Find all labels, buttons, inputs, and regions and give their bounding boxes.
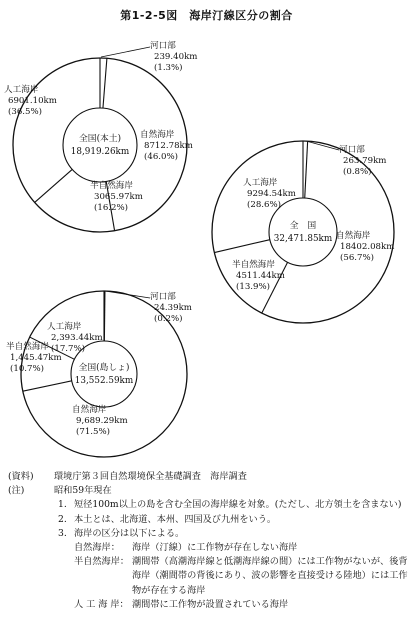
note-row xyxy=(8,484,408,498)
pie-center-total: 18,919.26km xyxy=(70,147,130,157)
semi-natural-coast-percent-label: (13.9%) xyxy=(236,282,271,292)
semi-natural-coast-label: 半自然海岸 xyxy=(6,342,49,352)
slice-boundary xyxy=(305,141,308,198)
notes-section xyxy=(8,470,408,612)
natural-coast-label: 自然海岸 xyxy=(72,405,107,415)
estuary-percent-label: (1.3%) xyxy=(154,63,183,73)
note-item: 1. 短径100m以上の島を含む全国の海岸線を対象。(ただし、北方領土を含まない) xyxy=(58,499,402,511)
source-row xyxy=(8,470,408,484)
natural-coast-percent-label: (46.0%) xyxy=(144,152,179,162)
note-key: (注) xyxy=(8,485,25,497)
estuary-percent-label: (0.8%) xyxy=(343,167,372,177)
semi-natural-coast-value-label: 1,445.47km xyxy=(10,353,62,363)
source-text: 環境庁第３回自然環境保全基礎調査 海岸調査 xyxy=(54,471,247,482)
estuary-leader-line xyxy=(101,47,150,57)
artificial-coast-value-label: 9294.54km xyxy=(247,189,296,199)
estuary-label: 河口部 xyxy=(339,145,365,155)
slice-boundary xyxy=(23,381,72,391)
note-date: 昭和59年現在 xyxy=(54,485,112,497)
pie-center-total: 32,471.85km xyxy=(273,234,333,244)
source-key: (資料) xyxy=(8,471,34,482)
estuary-value-label: 239.40km xyxy=(154,52,198,62)
natural-coast-label: 自然海岸 xyxy=(336,231,371,241)
estuary-leader-line xyxy=(105,291,150,298)
semi-natural-coast-label: 半自然海岸 xyxy=(90,181,133,191)
pie-center-total: 13,552.59km xyxy=(74,376,134,386)
figure-title: 第1-2-5図 海岸汀線区分の割合 xyxy=(120,9,293,22)
pie-center-title: 全 国 xyxy=(289,221,317,231)
slice-boundary xyxy=(104,291,105,341)
semi-natural-coast-percent-label: (10.7%) xyxy=(10,364,45,374)
natural-coast-percent-label: (56.7%) xyxy=(340,253,375,263)
definition-item: 自然海岸： 海岸（汀線）に工作物が存在しない海岸 xyxy=(74,542,298,554)
semi-natural-coast-value-label: 4511.44km xyxy=(236,271,285,281)
artificial-coast-percent-label: (17.7%) xyxy=(51,344,86,354)
definition-item: 人 工 海 岸： 潮間帯に工作物が設置されている海岸 xyxy=(74,598,289,610)
artificial-coast-label: 人工海岸 xyxy=(243,178,278,188)
artificial-coast-value-label: 6901.10km xyxy=(8,96,57,106)
definition-item: 半自然海岸： 潮間帯（高潮海岸線と低潮海岸線の間）には工作物がないが、後背海岸（潮間帯の背後にあり、波の影響を直接受ける陸地）には工作物が存在する海岸 xyxy=(74,556,408,596)
artificial-coast-value-label: 2,393.44km xyxy=(51,333,103,343)
natural-coast-value-label: 18402.08km xyxy=(340,242,395,252)
note-item: 2. 本土とは、北海道、本州、四国及び九州をいう。 xyxy=(58,513,277,525)
pie-center-title: 全国(本土) xyxy=(78,134,122,144)
semi-natural-coast-label: 半自然海岸 xyxy=(232,260,275,270)
artificial-coast-label: 人工海岸 xyxy=(4,85,39,95)
natural-coast-value-label: 9,689.29km xyxy=(76,416,128,426)
natural-coast-label: 自然海岸 xyxy=(140,130,175,140)
estuary-percent-label: (0.2%) xyxy=(154,314,183,324)
natural-coast-percent-label: (71.5%) xyxy=(76,427,111,437)
semi-natural-coast-value-label: 3065.97km xyxy=(94,192,143,202)
pie-center-title: 全国(島しょ) xyxy=(78,363,130,373)
estuary-value-label: 24.39km xyxy=(154,303,192,313)
slice-boundary xyxy=(103,58,107,108)
artificial-coast-label: 人工海岸 xyxy=(47,322,82,332)
artificial-coast-percent-label: (28.6%) xyxy=(247,200,282,210)
slice-boundary xyxy=(214,240,270,253)
estuary-label: 河口部 xyxy=(150,41,176,51)
slice-boundary xyxy=(35,169,73,202)
semi-natural-coast-percent-label: (16.2%) xyxy=(94,203,129,213)
artificial-coast-percent-label: (36.5%) xyxy=(8,107,43,117)
note-item: 3. 海岸の区分は以下による。 xyxy=(58,527,185,539)
estuary-label: 河口部 xyxy=(150,292,176,302)
pie-center-circle xyxy=(63,108,137,182)
natural-coast-value-label: 8712.78km xyxy=(144,141,193,151)
estuary-leader-line xyxy=(306,141,339,150)
estuary-value-label: 263.79km xyxy=(343,156,387,166)
